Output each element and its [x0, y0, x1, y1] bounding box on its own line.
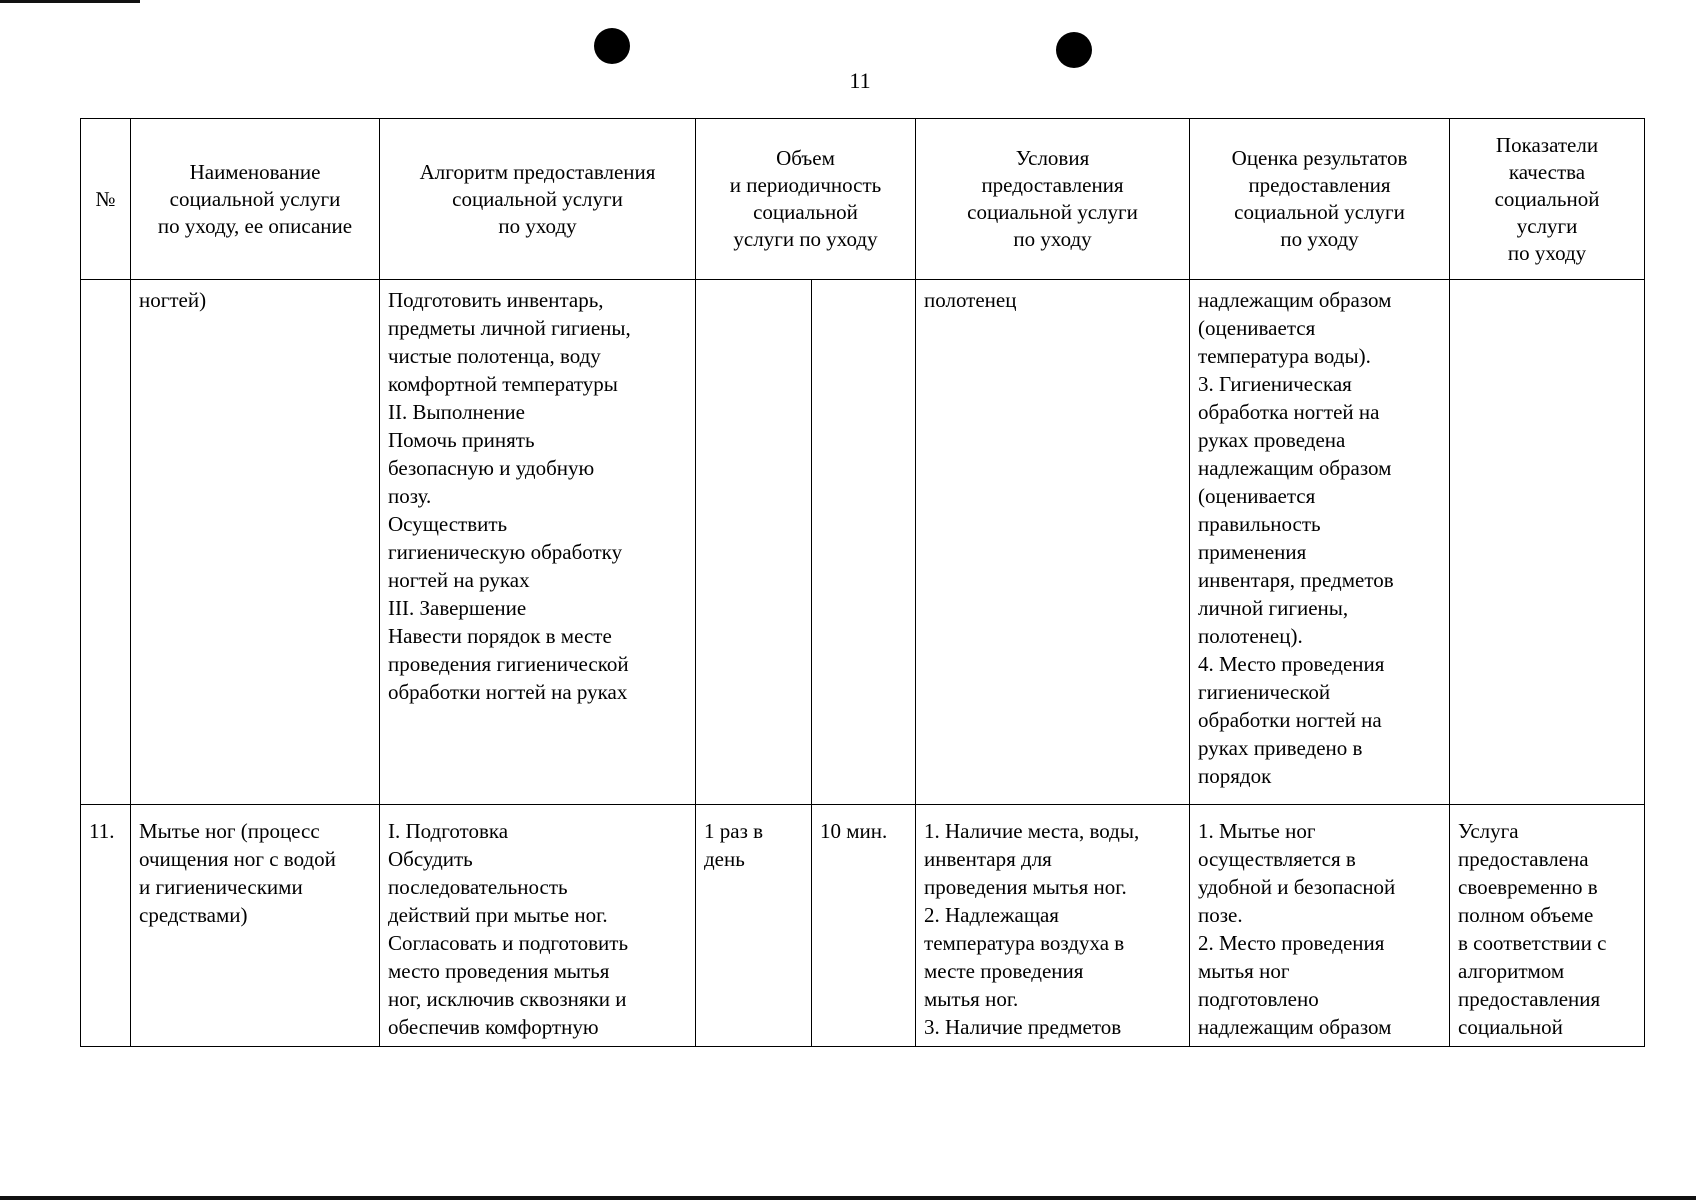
cell-num: 11.	[81, 805, 131, 1047]
text-line: I. Подготовка	[388, 819, 509, 843]
punch-hole-right	[1056, 32, 1092, 68]
text-line: 2. Место проведения	[1198, 931, 1385, 955]
text-line: инвентаря для	[924, 847, 1052, 871]
text-line: температура воздуха в	[924, 931, 1125, 955]
text-line: социальной	[1494, 186, 1600, 211]
text-line: по уходу	[498, 213, 577, 238]
cell-algorithm	[380, 805, 696, 1047]
text-line: Мытье ног (процесс	[139, 819, 320, 843]
text-line	[1458, 286, 1636, 314]
text-line: надлежащим образом	[1198, 1015, 1392, 1039]
text-line: Согласовать и подготовить	[388, 931, 629, 955]
text-line: обработки ногтей на руках	[388, 680, 628, 704]
table-row	[81, 280, 1645, 805]
text-line: качества	[1508, 159, 1586, 184]
text-line: проведения гигиенической	[388, 652, 629, 676]
cell-duration	[812, 805, 916, 1047]
text-line: социальной	[1458, 1015, 1563, 1039]
text-line: очищения ног с водой	[139, 847, 336, 871]
text-line: Навести порядок в месте	[388, 624, 612, 648]
text-line: ногтей)	[139, 288, 207, 312]
services-table	[80, 118, 1645, 1047]
cell-conditions	[916, 805, 1190, 1047]
text-line: предоставления	[1458, 987, 1601, 1011]
text-line: проведения мытья ног.	[924, 875, 1127, 899]
text-line: Помочь принять	[388, 428, 535, 452]
text-line: алгоритмом	[1458, 959, 1565, 983]
text-line: осуществляется в	[1198, 847, 1356, 871]
text-line: руках приведено в	[1198, 736, 1363, 760]
text-line: Осуществить	[388, 512, 508, 536]
cell-algorithm	[380, 280, 696, 805]
table-header-row	[81, 119, 1645, 280]
text-line: гигиеническую обработку	[388, 540, 623, 564]
text-line: правильность	[1198, 512, 1321, 536]
text-line: обработки ногтей на	[1198, 708, 1382, 732]
text-line: 2. Надлежащая	[924, 903, 1059, 927]
text-line: социальной услуги	[967, 200, 1138, 224]
text-line: ногтей на руках	[388, 568, 530, 592]
text-line: предоставления	[981, 173, 1124, 197]
cell-name	[131, 280, 380, 805]
text-line: предоставления	[1248, 173, 1391, 197]
header-name	[131, 119, 380, 280]
text-line: предметы личной гигиены,	[388, 316, 631, 340]
cell-evaluation	[1190, 280, 1450, 805]
cell-frequency	[696, 805, 812, 1047]
text-line: 1. Наличие места, воды,	[924, 819, 1140, 843]
text-line: социальной услуги	[169, 186, 341, 211]
text-line: мытья ног	[1198, 959, 1290, 983]
table-row	[81, 805, 1645, 1047]
text-line: последовательность	[388, 875, 568, 899]
text-line: своевременно в	[1458, 875, 1598, 899]
text-line: услуги по уходу	[733, 227, 878, 251]
text-line: по уходу	[1280, 227, 1359, 251]
text-line	[704, 286, 803, 314]
text-line: по уходу	[1013, 227, 1092, 251]
text-line: мытья ног.	[924, 987, 1019, 1011]
text-line: 1 раз в	[704, 819, 764, 843]
text-line: Услуга	[1458, 819, 1519, 843]
text-line: температура воды).	[1198, 344, 1371, 368]
text-line: место проведения мытья	[388, 959, 610, 983]
text-line: (оценивается	[1198, 316, 1316, 340]
cell-frequency	[696, 280, 812, 805]
header-evaluation	[1190, 119, 1450, 280]
text-line: социальной услуги	[1234, 200, 1405, 224]
text-line: удобной и безопасной	[1198, 875, 1396, 899]
text-line: Подготовить инвентарь,	[388, 288, 604, 312]
header-num: №	[81, 119, 131, 280]
text-line: инвентаря, предметов	[1198, 568, 1394, 592]
text-line: и периодичность	[729, 173, 882, 197]
cell-name	[131, 805, 380, 1047]
text-line: месте проведения	[924, 959, 1084, 983]
text-line: Объем	[776, 146, 835, 170]
cell-num	[81, 280, 131, 805]
text-line: по уходу, ее описание	[157, 213, 353, 238]
header-volume	[696, 119, 916, 280]
text-line: действий при мытье ног.	[388, 903, 608, 927]
text-line: подготовлено	[1198, 987, 1319, 1011]
text-line: социальной услуги	[452, 186, 623, 211]
text-line	[820, 286, 907, 314]
cell-evaluation	[1190, 805, 1450, 1047]
text-line: 3. Гигиеническая	[1198, 372, 1352, 396]
text-line: надлежащим образом	[1198, 288, 1392, 312]
text-line: позу.	[388, 484, 432, 508]
text-line: позе.	[1198, 903, 1243, 927]
text-line: средствами)	[139, 903, 248, 927]
text-line: полном объеме	[1458, 903, 1594, 927]
text-line: гигиенической	[1198, 680, 1331, 704]
header-conditions	[916, 119, 1190, 280]
text-line: полотенец).	[1198, 624, 1303, 648]
text-line: II. Выполнение	[388, 400, 525, 424]
text-line: день	[704, 847, 745, 871]
text-line: 3. Наличие предметов	[924, 1015, 1122, 1039]
text-line: обработка ногтей на	[1198, 400, 1380, 424]
text-line: применения	[1198, 540, 1307, 564]
text-line: личной гигиены,	[1198, 596, 1349, 620]
header-quality	[1450, 119, 1645, 280]
text-line: предоставлена	[1458, 847, 1589, 871]
text-line: чистые полотенца, воду	[388, 344, 601, 368]
text-line: 4. Место проведения	[1198, 652, 1385, 676]
text-line: (оценивается	[1198, 484, 1316, 508]
text-line: порядок	[1198, 764, 1272, 788]
text-line: услуги	[1516, 213, 1578, 238]
text-line: комфортной температуры	[388, 372, 618, 396]
text-line: надлежащим образом	[1198, 456, 1392, 480]
text-line: социальной	[753, 200, 858, 224]
cell-quality	[1450, 280, 1645, 805]
header-algorithm	[380, 119, 696, 280]
text-line: Условия	[1015, 146, 1090, 170]
text-line: III. Завершение	[388, 596, 527, 620]
text-line: 1. Мытье ног	[1198, 819, 1316, 843]
text-line: Обсудить	[388, 847, 473, 871]
text-line: ног, исключив сквозняки и	[388, 987, 627, 1011]
text-line: Оценка результатов	[1231, 146, 1408, 170]
cell-quality	[1450, 805, 1645, 1047]
text-line: безопасную и удобную	[388, 456, 595, 480]
punch-hole-left	[594, 28, 630, 64]
text-line: Показатели	[1495, 132, 1599, 157]
scan-edge-mark	[0, 0, 140, 3]
text-line: обеспечив комфортную	[388, 1015, 599, 1039]
text-line: руках проведена	[1198, 428, 1346, 452]
cell-conditions	[916, 280, 1190, 805]
text-line: 10 мин.	[820, 819, 888, 843]
text-line: и гигиеническими	[139, 875, 303, 899]
text-line: полотенец	[924, 288, 1017, 312]
scan-bottom-edge	[0, 1196, 1696, 1200]
page-number: 11	[849, 68, 871, 93]
text-line: в соответствии с	[1458, 931, 1607, 955]
text-line: Наименование	[189, 159, 321, 184]
text-line: по уходу	[1507, 240, 1587, 265]
text-line: Алгоритм предоставления	[419, 159, 656, 184]
cell-duration	[812, 280, 916, 805]
